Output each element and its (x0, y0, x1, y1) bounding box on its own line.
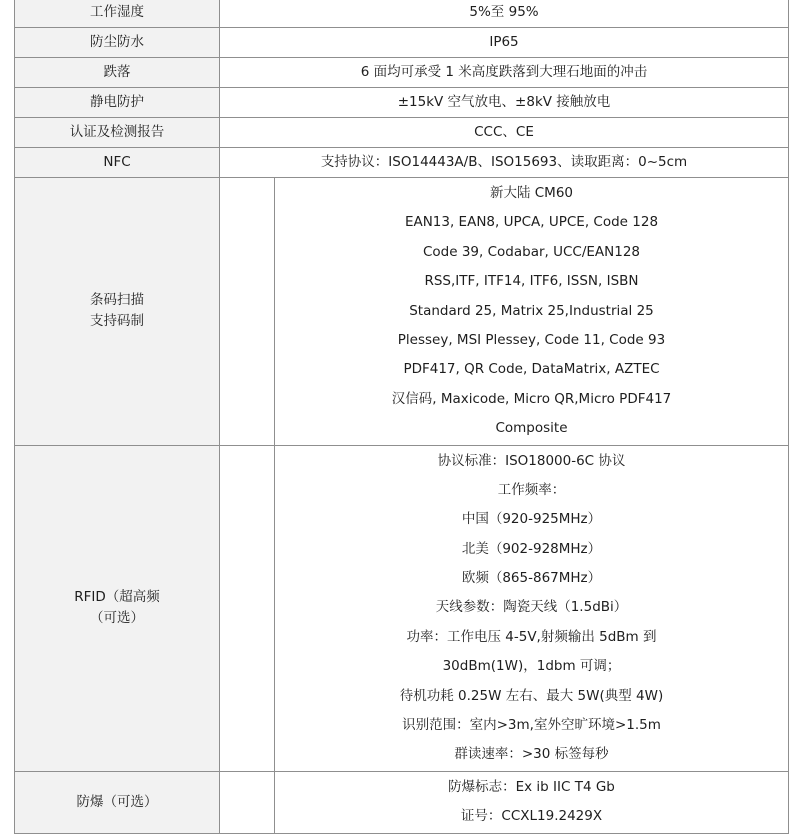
label-line: RFID（超高频 (74, 589, 160, 606)
barcode-line: 汉信码, Maxicode, Micro QR,Micro PDF417 (391, 390, 672, 407)
empty-cell (220, 178, 275, 446)
rfid-line: 功率：工作电压 4-5V,射频输出 5dBm 到 (406, 628, 657, 645)
label-line: （可选） (90, 610, 144, 627)
row-value-barcode (275, 178, 789, 446)
row-label-certification: 认证及检测报告 (15, 118, 220, 148)
rfid-line: 待机功耗 0.25W 左右、最大 5W(典型 4W) (399, 687, 664, 704)
barcode-line: Standard 25, Matrix 25,Industrial 25 (409, 302, 654, 319)
empty-cell (220, 445, 275, 771)
rfid-line: 识别范围：室内>3m,室外空旷环境>1.5m (402, 717, 661, 734)
table-row (15, 148, 789, 178)
table-row-rfid (15, 445, 789, 771)
label-line: 支持码制 (90, 313, 144, 330)
row-value-dustproof: IP65 (220, 28, 789, 58)
rfid-line: 工作频率： (497, 481, 566, 498)
rfid-line: 中国（920-925MHz） (461, 511, 602, 528)
row-value-rfid (275, 445, 789, 771)
rfid-line: 群读速率：>30 标签每秒 (454, 746, 609, 763)
row-label-rfid (15, 445, 220, 771)
barcode-line: Code 39, Codabar, UCC/EAN128 (422, 243, 641, 260)
barcode-line: Composite (495, 420, 568, 437)
row-label-explosion (15, 771, 220, 833)
row-value-certification: CCC、CE (220, 118, 789, 148)
barcode-line: 新大陆 CM60 (489, 185, 574, 201)
barcode-line: Plessey, MSI Plessey, Code 11, Code 93 (397, 331, 666, 348)
label-line: 条码扫描 (90, 292, 144, 309)
barcode-line: EAN13, EAN8, UPCA, UPCE, Code 128 (404, 214, 659, 231)
row-value-drop: 6 面均可承受 1 米高度跌落到大理石地面的冲击 (220, 58, 789, 88)
empty-cell (220, 771, 275, 833)
row-label-esd: 静电防护 (15, 88, 220, 118)
table-row (15, 88, 789, 118)
table-row (15, 28, 789, 58)
table-row (15, 118, 789, 148)
label-line: 防爆（可选） (76, 793, 158, 810)
row-value-humidity: 5%至 95% (220, 0, 789, 28)
row-label-nfc: NFC (15, 148, 220, 178)
table-row (15, 0, 789, 28)
table-row-barcode (15, 178, 789, 446)
row-value-explosion (275, 771, 789, 833)
row-value-esd: ±15kV 空气放电、±8kV 接触放电 (220, 88, 789, 118)
table-row-explosion (15, 771, 789, 833)
rfid-line: 欧频（865-867MHz） (461, 570, 602, 587)
rfid-line: 北美（902-928MHz） (461, 540, 602, 557)
rfid-line: 30dBm(1W)，1dbm 可调； (442, 658, 621, 675)
row-value-nfc: 支持协议：ISO14443A/B、ISO15693、读取距离：0~5cm (220, 148, 789, 178)
rfid-line: 天线参数：陶瓷天线（1.5dBi） (435, 599, 628, 616)
row-label-humidity: 工作湿度 (15, 0, 220, 28)
rfid-line: 协议标准：ISO18000-6C 协议 (437, 452, 626, 469)
spec-table (14, 0, 789, 834)
barcode-line: RSS,ITF, ITF14, ITF6, ISSN, ISBN (424, 273, 639, 290)
row-label-barcode (15, 178, 220, 446)
row-label-dustproof: 防尘防水 (15, 28, 220, 58)
explosion-line: 证号：CCXL19.2429X (460, 808, 603, 825)
row-label-drop: 跌落 (15, 58, 220, 88)
table-row (15, 58, 789, 88)
barcode-line: PDF417, QR Code, DataMatrix, AZTEC (403, 361, 660, 378)
explosion-line: 防爆标志：Ex ib IIC T4 Gb (448, 778, 615, 795)
